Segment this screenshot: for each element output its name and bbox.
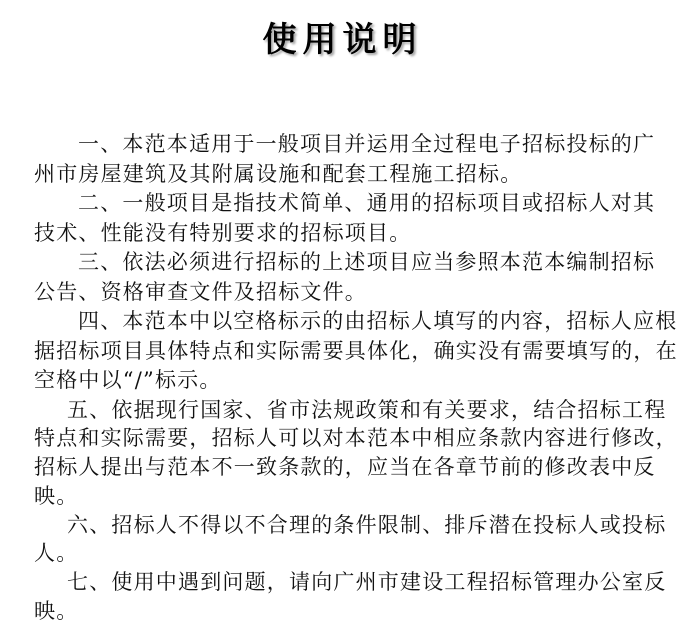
instruction-paragraph-2 [34,189,664,248]
paragraph-line: 三、依法必须进行招标的上述项目应当参照本范本编制招标 [78,250,656,274]
instruction-paragraph-3 [34,248,664,307]
paragraph-line: 一、本范本适用于一般项目并运用全过程电子招标投标的广 [78,132,656,156]
paragraph-line: 五、依据现行国家、省市法规政策和有关要求，结合招标工程 [67,397,667,422]
paragraph-line: 公告、资格审查文件及招标文件。 [34,279,367,304]
paragraph-line: 招标人提出与范本不一致条款的，应当在各章节前的修改表中反 [34,455,656,480]
paragraph-line: 空格中以“/”标示。 [34,368,222,392]
paragraph-line: 六、招标人不得以不合理的条件限制、排斥潜在投标人或投标 [67,512,667,537]
paragraph-line: 州市房屋建筑及其附属设施和配套工程施工招标。 [34,161,523,186]
instruction-paragraph-4 [34,307,678,396]
paragraph-line: 技术、性能没有特别要求的招标项目。 [34,220,412,245]
instruction-paragraph-6 [34,511,667,569]
paragraph-line: 映。 [34,599,79,624]
document-title: 使用说明 [262,20,423,60]
paragraph-line: 人。 [34,541,79,566]
paragraph-line: 四、本范本中以空格标示的由招标人填写的内容，招标人应根 [78,309,678,333]
paragraph-line: 映。 [34,483,79,508]
instruction-paragraph-7 [34,568,667,626]
instruction-paragraph-5 [34,396,678,511]
paragraph-line: 七、使用中遇到问题，请向广州市建设工程招标管理办公室反 [67,570,667,595]
instruction-paragraph-1 [34,130,664,189]
paragraph-line: 二、一般项目是指技术简单、通用的招标项目或招标人对其 [78,191,656,215]
paragraph-line: 特点和实际需要，招标人可以对本范本中相应条款内容进行修改， [34,426,678,451]
paragraph-line: 据招标项目具体特点和实际需要具体化，确实没有需要填写的，在 [34,338,678,363]
instructions-body [34,130,678,626]
